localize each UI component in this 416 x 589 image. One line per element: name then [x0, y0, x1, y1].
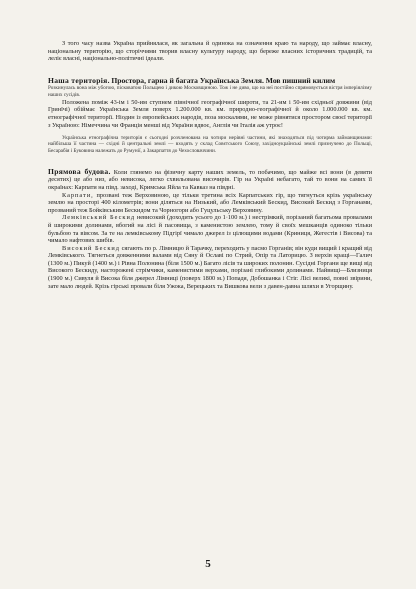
- lemko-word: Лемківський Бескид: [62, 214, 136, 222]
- structure-p2: [48, 192, 372, 215]
- structure-p4: [48, 245, 372, 291]
- spacer: [48, 63, 372, 77]
- carpathians-word: Карпати,: [62, 191, 94, 199]
- structure-heading: Прямова будова.: [48, 166, 111, 176]
- high-beskyd-word: Високий Бескид: [62, 244, 120, 252]
- structure-p2-text: прозвані теж Верховиною, це тільки третина всіх Карпатських гір, що тягнуться крізь українську землю на просторі 400 кілометрів; вони діляться на Низький, або Лемківський Бескид, Високий Бескид з Горганами, прозваний теж Бойківським Бескидом та Чорногори або Гуцульську Верховину.: [48, 191, 372, 214]
- territory-aside: Розкинулась вона між убогою, пісковатою Польщею і дикою Московщиною. Тож і не диво, що на неї постійно спрямовується вістря імперіялізму наших сусідів.: [48, 85, 372, 98]
- structure-p3-text: невисокий (доходить усього до 1·100 м.) і нестрімкий, порізаний багатьома провалами й широкими долинами, вбогий на лісі й пасовища, з каменистою землею, тому й своїх мешканців одиноко тільки бульбою та вівсом. За те на лемківському Підгірї чимало джерел із цілющими водами (Криниця, Жегестів і Висова) та чимало нафтових шибів.: [48, 214, 373, 245]
- spacer: [48, 154, 372, 168]
- page-number: 5: [205, 558, 211, 570]
- territory-heading: Наша територія.: [48, 75, 110, 85]
- territory-main: Положена поміж 43-ім і 50-им ступнем північної географічної широти, та 21-им і 50-им східньої довжини (від Гринїчі) обіймає Українська Земля поверх 1.200.000 кв. км. природно-географічної й около 1.000.000 кв. км. етнографічної території. Ніодин із европейських народів, поза москалями, не може рівнятися простором своєї території з Україною: Німеччина чи Франція менші від України вдвоє, Англія чи Італія аж утроє!: [48, 98, 372, 129]
- territory-lead-text: Простора, гарна й багата Українська Земля. Мов пишний килим: [111, 75, 336, 85]
- structure-p3: [48, 214, 372, 244]
- page-body: [48, 40, 372, 290]
- territory-footnote: Українська етнографічна територія є сьогодні розчленована на чотири нерівні частини, які знаходяться під чотирма займанщинами: найбільша її частина — східні й центральні землі — входять у склад Совєтського Союзу, західноукраїнські землі признучено до Польщі, Бесарабія і Буковина належать до Румунії, а Закарпаття до Чехословаччини.: [48, 135, 372, 154]
- structure-p4-text: сягають по р. Лімницю й Тарачку, переходить у пасмо Горганів; він куди вищий і кращий від Лемківського. Тягнеться довженними валами від Сяну й Ославі по Стрий, Опір та Латорицю. З верхів кращі—Галич (1300 м.) Пикуй (1400 м.) і Рівна Полонина (біля 1500 м.) Багато лісів та широких полонин. Сусідні Горгани ще вищі від Високого Бескиду, насторожені стрімчики, каменистими верхами, порізані глибокими долинами. Найвищі—Близниця (1900 м.) Сивуля й Висока біля джерел Лімниці (поверх 1800 м.) Попадя, Добошанка і Стіг. Лісі великі, повні звірини, зате мало людей. Крізь гірські провали біля Ужока, Верецьких та Вишкова вели з давен-давна шляхи в Угорщину.: [48, 244, 373, 290]
- structure-p1-text: Коли глянемо на фізичну карту наших земель, то побачимо, що майже всі вони (в девяти десятих) це або низ, або невисока, легко схвильована височирів. Гір на Україні небагато, тай то вони на самих її окраїнах: Карпати на півд. заході, Кримська Яйла та Кавказ на півдні.: [48, 168, 372, 191]
- structure-p1: [48, 168, 372, 192]
- intro-paragraph: З того часу назва Україна прийнялася, як загальна й одинока на означення краю та народу, що займає власну, національну територію, що сторіччями творив власну культуру народу, що береже власних історичних традицій, та леліє власні, національно-політичні ідеали.: [48, 40, 372, 63]
